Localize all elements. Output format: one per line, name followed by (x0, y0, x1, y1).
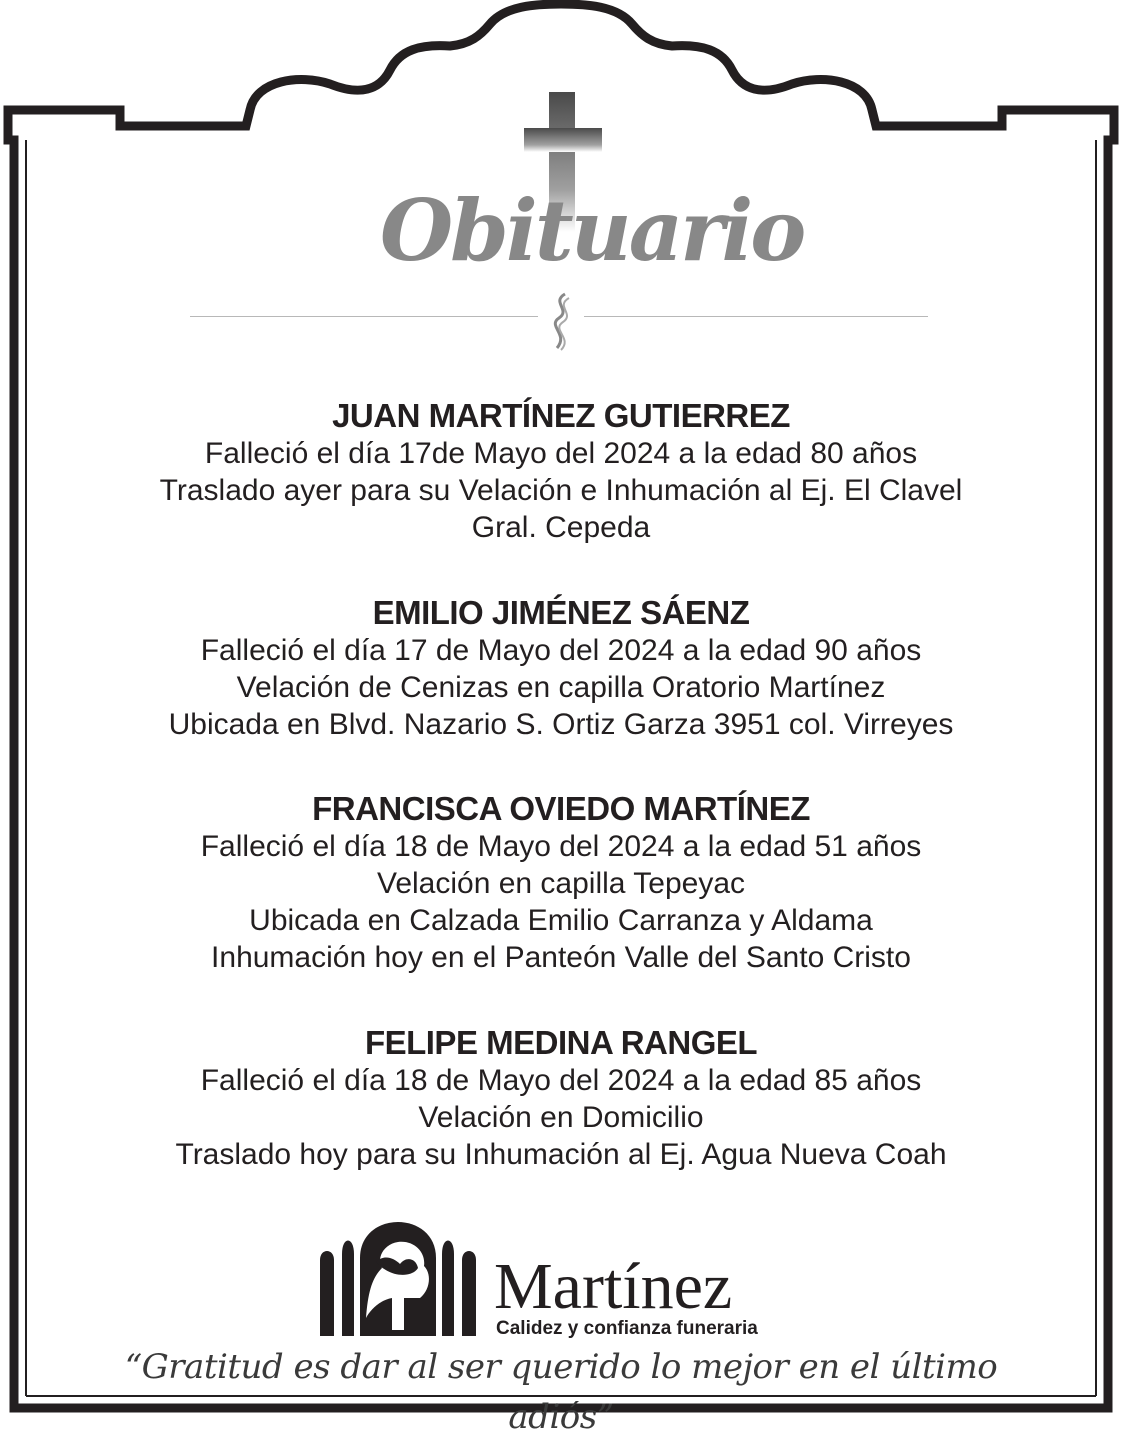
closing-quote: “Gratitud es dar al ser querido lo mejor en el último adiós” (124, 1347, 998, 1437)
obituary-entry (40, 1024, 1082, 1173)
entry-line: Falleció el día 18 de Mayo del 2024 a la edad 51 años (200, 830, 922, 863)
entry-line: Falleció el día 17de Mayo del 2024 a la edad 80 años (204, 437, 918, 470)
divider (190, 316, 538, 317)
obituary-entry (40, 790, 1082, 976)
entry-line: Gral. Cepeda (471, 511, 651, 544)
page-title: Obituario (380, 181, 804, 280)
brand-name: Martínez (494, 1250, 733, 1323)
divider (584, 316, 928, 317)
obituary-entry (40, 397, 1082, 546)
deceased-name: JUAN MARTÍNEZ GUTIERREZ (332, 397, 790, 434)
entry-line: Velación en capilla Tepeyac (376, 867, 746, 900)
deceased-name: EMILIO JIMÉNEZ SÁENZ (372, 594, 750, 631)
brand-tagline: Calidez y confianza funeraria (496, 1318, 758, 1339)
obituary-entry (40, 594, 1082, 743)
entry-line: Inhumación hoy en el Panteón Valle del Santo Cristo (211, 941, 911, 974)
entry-line: Velación en Domicilio (418, 1101, 704, 1134)
entry-line: Ubicada en Blvd. Nazario S. Ortiz Garza 3951 col. Virreyes (168, 708, 954, 741)
entry-line: Velación de Cenizas en capilla Oratorio Martínez (236, 671, 886, 704)
deceased-name: FELIPE MEDINA RANGEL (364, 1024, 758, 1061)
entry-line: Traslado hoy para su Inhumación al Ej. Agua Nueva Coah (175, 1138, 947, 1171)
entry-line: Ubicada en Calzada Emilio Carranza y Aldama (249, 904, 873, 937)
ornament-icon (541, 290, 581, 352)
entry-line: Falleció el día 18 de Mayo del 2024 a la edad 85 años (200, 1064, 922, 1097)
entry-line: Falleció el día 17 de Mayo del 2024 a la edad 90 años (200, 634, 922, 667)
entry-line: Traslado ayer para su Velación e Inhumación al Ej. El Clavel (159, 474, 963, 507)
tree-arch-logo-icon (320, 1218, 480, 1336)
deceased-name: FRANCISCA OVIEDO MARTÍNEZ (312, 790, 810, 827)
